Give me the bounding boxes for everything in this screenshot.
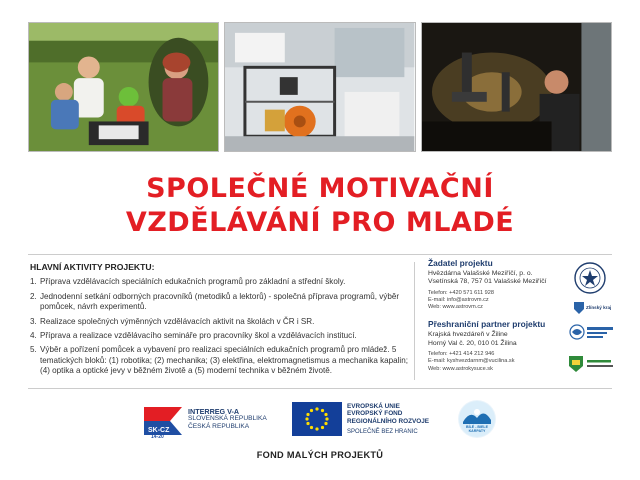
partner-email: E-mail: kyshvezdarnm@vucilina.sk bbox=[428, 358, 515, 365]
zilinsky-kraj-wordmark-logo bbox=[587, 359, 613, 369]
region-swirl-icon bbox=[569, 324, 585, 340]
photo-strip bbox=[28, 22, 612, 152]
photo-microscope-dark-room bbox=[421, 22, 612, 152]
applicant-block bbox=[428, 259, 563, 311]
hvezdarna-seal-logo bbox=[574, 262, 606, 294]
interreg-name: INTERREG V-A bbox=[188, 407, 240, 416]
activity-number: 1. bbox=[30, 277, 37, 287]
footer-fund-name: FOND MALÝCH PROJEKTŮ bbox=[256, 450, 384, 460]
partner-contact bbox=[428, 351, 563, 373]
interreg-badge-text: SK-CZ bbox=[148, 427, 170, 434]
activity-item bbox=[30, 317, 408, 327]
activity-item bbox=[30, 292, 408, 313]
photo-children-on-grass bbox=[28, 22, 219, 152]
interreg-line-2: SLOVENSKÁ REPUBLIKA bbox=[188, 415, 267, 423]
eu-line-2: EVROPSKÝ FOND bbox=[347, 410, 403, 418]
zilina-coat-of-arms-icon bbox=[569, 356, 583, 372]
eu-flag-icon bbox=[292, 402, 342, 436]
activity-text: Jednodenní setkání odborných pracovníků (metodiků a lektorů) - společná příprava programů, výběr pomůcek, návrh experimentů. bbox=[40, 291, 400, 312]
lab-photo-image bbox=[225, 23, 414, 151]
applicant-email: E-mail: info@astrovm.cz bbox=[428, 296, 489, 303]
activity-text: Příprava a realizace vzdělávacího semináře pro pracovníky škol a vzdělávacích institucí. bbox=[40, 331, 357, 341]
zlinsky-kraj-icon bbox=[574, 302, 584, 314]
partner-heading: Přeshraniční partner projektu bbox=[428, 319, 546, 330]
partner-web: Web: www.astrokysuce.sk bbox=[428, 365, 493, 372]
partner-address: Horný Val č. 20, 010 01 Žilina bbox=[428, 339, 517, 347]
vertical-divider bbox=[414, 262, 415, 380]
partner-wordmark-logo bbox=[587, 326, 613, 338]
eu-line-1: EVROPSKÁ UNIE bbox=[347, 403, 400, 410]
title-line-2: VZDĚLÁVÁNÍ PRO MLADÉ bbox=[125, 207, 515, 238]
bile-karpaty-label: BÍLÉ - BIELE KARPATY bbox=[466, 425, 488, 433]
top-divider bbox=[28, 254, 612, 255]
activities-list bbox=[30, 277, 408, 376]
applicant-phone: Telefon: +420 571 611 928 bbox=[428, 289, 494, 296]
applicant-address: Vsetínská 78, 757 01 Valašské Meziříčí bbox=[428, 278, 547, 286]
bottom-divider bbox=[28, 388, 612, 389]
children-photo-image bbox=[29, 23, 218, 151]
activity-item bbox=[30, 345, 408, 376]
partner-org: Krajská hvezdáreň v Žiline bbox=[428, 330, 508, 338]
title-line-1: SPOLEČNÉ MOTIVAČNÍ bbox=[146, 173, 494, 204]
interreg-line-3: ČESKÁ REPUBLIKA bbox=[188, 422, 250, 430]
activity-number: 3. bbox=[30, 316, 37, 326]
applicant-web: Web: www.astrovm.cz bbox=[428, 304, 483, 311]
partner-block bbox=[428, 320, 563, 372]
applicant-org: Hvězdárna Valašské Meziříčí, p. o. bbox=[428, 269, 533, 277]
activity-item bbox=[30, 277, 408, 287]
eu-motto: SPOLEČNĚ BEZ HRANIC bbox=[347, 429, 418, 436]
microscope-photo-image bbox=[422, 23, 611, 151]
eu-line-3: REGIONÁLNÍHO ROZVOJE bbox=[347, 417, 430, 425]
project-title bbox=[0, 172, 640, 240]
activity-number: 2. bbox=[30, 291, 37, 301]
activity-item bbox=[30, 331, 408, 341]
zlinsky-kraj-label: Zlínský kraj bbox=[586, 305, 612, 310]
applicant-contact bbox=[428, 290, 563, 312]
photo-3d-printer-lab bbox=[224, 22, 415, 152]
activity-text: Příprava vzdělávacích speciálních edukačních programů pro základní a střední školy. bbox=[40, 277, 346, 287]
funding-logos bbox=[0, 398, 640, 442]
activity-number: 4. bbox=[30, 331, 37, 341]
applicant-heading: Žadatel projektu bbox=[428, 258, 493, 268]
activities-heading: HLAVNÍ AKTIVITY PROJEKTU: bbox=[30, 262, 155, 272]
interreg-badge-years: 14-20 bbox=[151, 434, 164, 439]
activities-section bbox=[30, 262, 408, 381]
activity-text: Realizace společných výměnných vzdělávacích aktivit na školách v ČR i SR. bbox=[40, 316, 315, 326]
activity-text: Výběr a pořízení pomůcek a vybavení pro realizaci speciálních edukačních programů pro mládež. 5 tematických bloků: (1) robotika; (2) mechanika; (3) elektřina, elektromagnetismus a mechanika kapalin; (4) optika a optické jevy v běžném životě a (5) moderní technika v běžném životě. bbox=[40, 345, 408, 376]
eu-text bbox=[347, 403, 429, 437]
activity-number: 5. bbox=[30, 345, 37, 355]
contacts-section bbox=[428, 259, 563, 382]
interreg-text bbox=[188, 408, 267, 430]
partner-phone: Telefon: +421 414 212 946 bbox=[428, 351, 495, 358]
